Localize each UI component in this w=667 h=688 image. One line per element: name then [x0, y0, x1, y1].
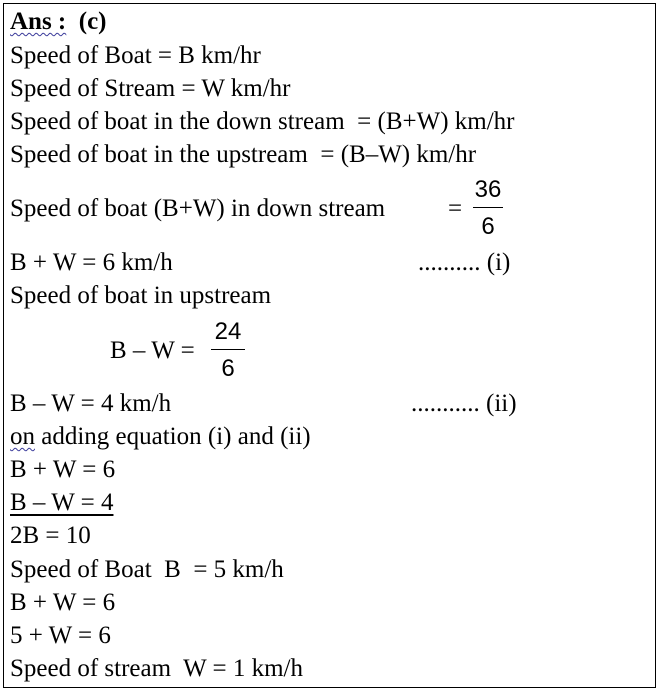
- answer-document: [3, 3, 656, 688]
- fraction-numerator: 24: [214, 318, 242, 345]
- line-downstream-speed: Speed of boat in the down stream = (B+W) km/hr: [10, 108, 515, 135]
- fraction-numerator: 36: [474, 176, 502, 203]
- fraction-denominator: 6: [481, 213, 495, 240]
- fraction-36-over-6: [473, 176, 503, 241]
- answer-option: (c): [78, 8, 107, 35]
- line-substitute-second: 5 + W = 6: [10, 622, 111, 649]
- line-downstream-equation: Speed of boat (B+W) in down stream: [10, 195, 386, 222]
- fraction-bar: [473, 207, 503, 208]
- line-speed-of-boat: Speed of Boat = B km/hr: [10, 42, 261, 69]
- line-equation-i: B + W = 6 km/h: [10, 249, 173, 276]
- equation-ref-i: .......... (i): [418, 249, 511, 276]
- line-sum-first: B + W = 6: [10, 456, 116, 483]
- line-upstream-speed: Speed of boat in the upstream = (B–W) km/hr: [10, 141, 477, 168]
- fraction-bar: [211, 349, 245, 350]
- fraction-denominator: 6: [221, 355, 235, 382]
- line-sum-second: B – W = 4: [10, 489, 114, 516]
- answer-header: [10, 8, 107, 36]
- line-substitute-first: B + W = 6: [10, 589, 116, 616]
- answer-label: Ans :: [10, 8, 67, 35]
- equals-sign: =: [448, 195, 463, 222]
- line-equation-ii: B – W = 4 km/h: [10, 390, 172, 417]
- adding-text: adding equation (i) and (ii): [35, 423, 311, 450]
- line-upstream-heading: Speed of boat in upstream: [10, 282, 272, 309]
- line-adding-equations: [10, 423, 311, 451]
- line-upstream-equation: B – W =: [110, 337, 195, 364]
- fraction-24-over-6: [211, 318, 245, 383]
- line-speed-of-stream: Speed of Stream = W km/hr: [10, 75, 291, 102]
- line-stream-speed-result: Speed of stream W = 1 km/h: [10, 655, 303, 682]
- word-on: on: [10, 423, 35, 450]
- line-two-b: 2B = 10: [10, 522, 91, 549]
- equation-ref-ii: ........... (ii): [411, 390, 517, 417]
- line-boat-speed-result: Speed of Boat B = 5 km/h: [10, 556, 284, 583]
